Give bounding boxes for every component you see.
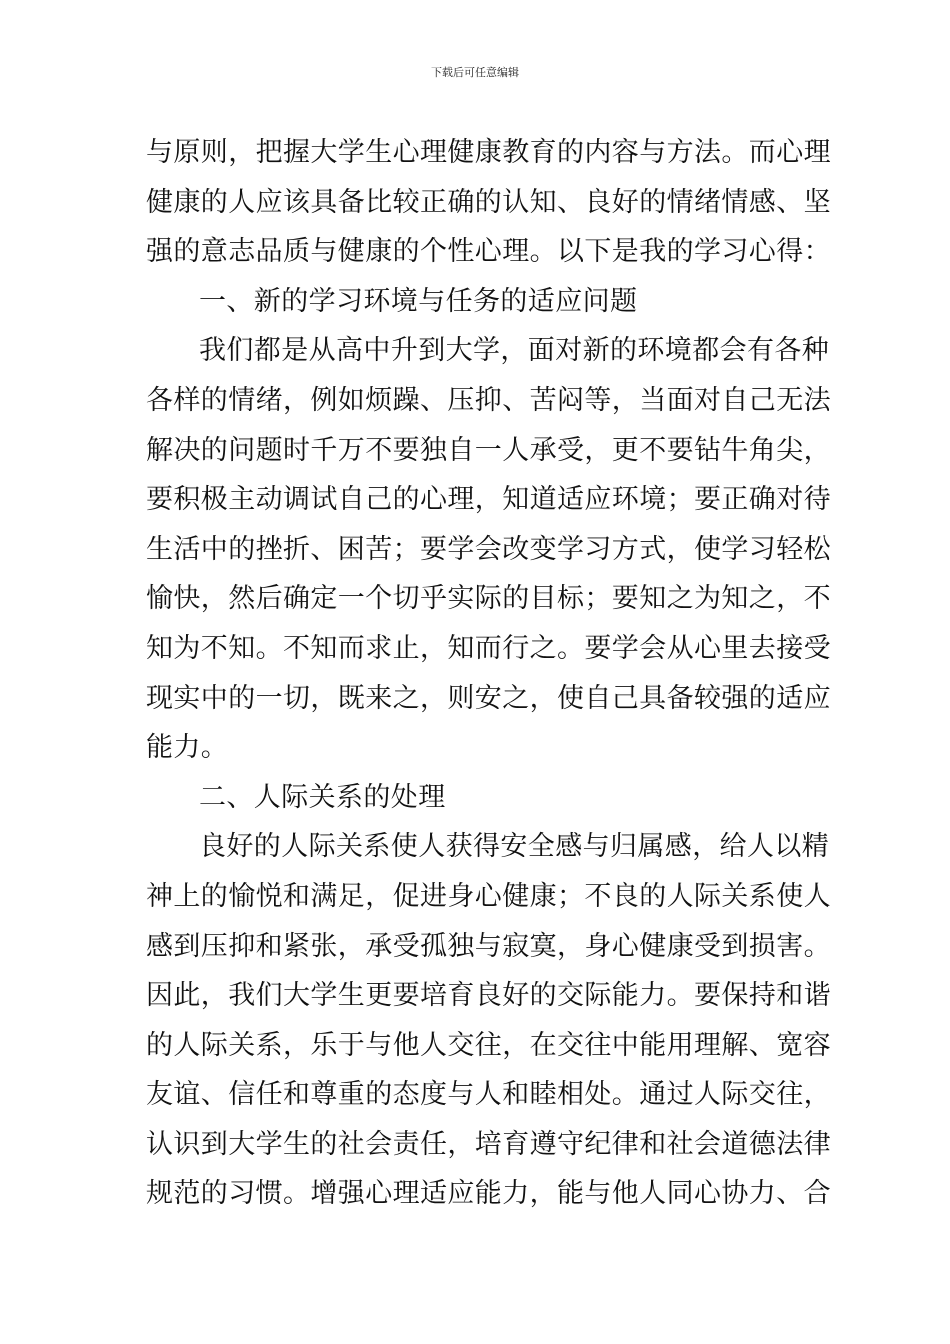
text-line: 与原则，把握大学生心理健康教育的内容与方法。而心理 (146, 137, 831, 168)
paragraph-start: 我们都是从高中升到大学，面对新的环境都会有各种 (199, 335, 830, 367)
text-line: 知为不知。不知而求止，知而行之。要学会从心里去接受 (146, 632, 831, 664)
text-line: 感到压抑和紧张，承受孤独与寂寞，身心健康受到损害。 (146, 930, 831, 962)
text-line: 因此，我们大学生更要培育良好的交际能力。要保持和谐 (146, 980, 831, 1012)
text-line: 强的意志品质与健康的个性心理。以下是我的学习心得： (146, 236, 831, 268)
text-line: 要积极主动调试自己的心理，知道适应环境；要正确对待 (146, 484, 831, 516)
paragraph-start: 良好的人际关系使人获得安全感与归属感，给人以精 (199, 831, 830, 863)
text-line: 能力。 (146, 732, 229, 764)
text-line: 生活中的挫折、困苦；要学会改变学习方式，使学习轻松 (146, 533, 831, 565)
text-line: 的人际关系，乐于与他人交往，在交往中能用理解、宽容 (146, 1029, 831, 1061)
page-header-note: 下载后可任意编辑 (431, 66, 519, 79)
text-line: 健康的人应该具备比较正确的认知、良好的情绪情感、坚 (146, 186, 831, 218)
text-line: 神上的愉悦和满足，促进身心健康；不良的人际关系使人 (146, 880, 831, 912)
body-text (146, 128, 831, 1219)
text-line: 各样的情绪，例如烦躁、压抑、苦闷等，当面对自己无法 (146, 384, 831, 416)
text-line: 友谊、信任和尊重的态度与人和睦相处。通过人际交往， (146, 1079, 831, 1111)
section-heading-1: 一、新的学习环境与任务的适应问题 (199, 285, 638, 317)
text-line: 认识到大学生的社会责任，培育遵守纪律和社会道德法律 (146, 1128, 831, 1160)
text-line: 现实中的一切，既来之，则安之，使自己具备较强的适应 (146, 682, 831, 714)
text-line: 规范的习惯。增强心理适应能力，能与他人同心协力、合 (146, 1178, 831, 1210)
section-heading-2: 二、人际关系的处理 (199, 781, 446, 813)
text-line: 解决的问题时千万不要独自一人承受，更不要钻牛角尖， (146, 434, 831, 466)
text-line: 愉快，然后确定一个切乎实际的目标；要知之为知之，不 (146, 583, 831, 615)
